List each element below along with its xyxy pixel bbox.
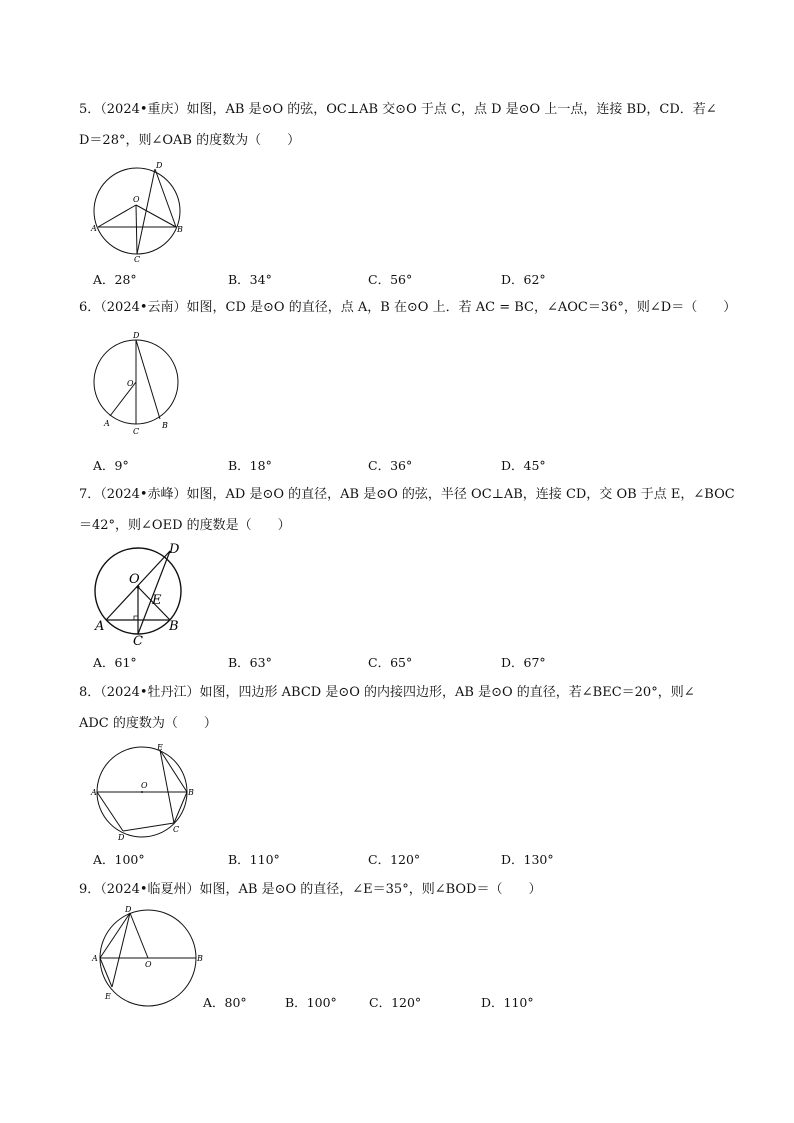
q9-label-e: E xyxy=(105,992,111,1001)
q7-label-d: D xyxy=(169,542,180,557)
q9-label-a: A xyxy=(92,954,98,963)
q7-label-e: E xyxy=(152,593,162,608)
q7-option-b: B．63° xyxy=(228,655,272,670)
q8-option-a: A．100° xyxy=(93,852,145,867)
q7-option-a: A．61° xyxy=(93,655,137,670)
q8-option-c: C．120° xyxy=(368,852,421,867)
q6-label-c: C xyxy=(133,427,140,436)
q7-label-o: O xyxy=(129,572,140,587)
q8-label-a: A xyxy=(91,788,97,797)
q8-label-b: B xyxy=(188,788,194,797)
q8-label-d: D xyxy=(118,833,125,842)
q9-option-c: C．120° xyxy=(369,995,422,1010)
q9-figure xyxy=(90,903,210,1009)
q5-label-a: A xyxy=(91,224,97,233)
q7-label-b: B xyxy=(169,619,179,634)
q9-label-d: D xyxy=(125,905,132,914)
q5-label-b: B xyxy=(177,225,183,234)
q6-label-a: A xyxy=(104,419,110,428)
q6-label-b: B xyxy=(162,421,168,430)
q8-label-e: E xyxy=(157,743,163,752)
q8-label-o: O xyxy=(141,781,148,790)
q5-label-c: C xyxy=(134,255,141,264)
q5-option-b: B．34° xyxy=(228,272,272,287)
q8-stem-line2: ADC 的度数为（ ） xyxy=(79,716,217,731)
q8-figure xyxy=(90,742,202,842)
q6-option-b: B．18° xyxy=(228,458,272,473)
q5-figure xyxy=(90,160,190,264)
q6-figure xyxy=(90,326,190,438)
q7-stem-line1: 7．（2024•赤峰）如图，AD 是⊙O 的直径，AB 是⊙O 的弦，半径 OC⊥AB，连接 CD，交 OB 于点 E，∠BOC xyxy=(79,487,735,502)
q8-option-d: D．130° xyxy=(501,852,554,867)
q7-stem-line2: ＝42°，则∠OED 的度数是（ ） xyxy=(79,518,291,533)
q6-label-d: D xyxy=(133,331,140,340)
q6-option-c: C．36° xyxy=(368,458,413,473)
q6-stem-line1: 6．（2024•云南）如图，CD 是⊙O 的直径，点 A，B 在⊙O 上．若 AC = BC，∠AOC＝36°，则∠D＝（ ） xyxy=(79,300,737,315)
q5-stem-line1: 5．（2024•重庆）如图，AB 是⊙O 的弦，OC⊥AB 交⊙O 于点 C，点 D 是⊙O 上一点，连接 BD，CD．若∠ xyxy=(79,102,717,117)
q8-label-c: C xyxy=(173,825,180,834)
q9-option-b: B．100° xyxy=(285,995,337,1010)
q7-figure xyxy=(92,540,192,649)
q5-option-c: C．56° xyxy=(368,272,413,287)
q5-label-o: O xyxy=(133,195,140,204)
q7-option-c: C．65° xyxy=(368,655,413,670)
q8-option-b: B．110° xyxy=(228,852,280,867)
q9-label-o: O xyxy=(145,960,152,969)
q9-stem-line1: 9．（2024•临夏州）如图，AB 是⊙O 的直径，∠E＝35°，则∠BOD＝（ ） xyxy=(79,882,542,897)
q6-label-o: O xyxy=(127,379,134,388)
q9-option-d: D．110° xyxy=(481,995,534,1010)
q7-option-d: D．67° xyxy=(501,655,546,670)
q5-stem-line2: D＝28°，则∠OAB 的度数为（ ） xyxy=(79,133,301,148)
q5-label-d: D xyxy=(156,161,163,170)
q8-stem-line1: 8．（2024•牡丹江）如图，四边形 ABCD 是⊙O 的内接四边形，AB 是⊙O 的直径，若∠BEC＝20°，则∠ xyxy=(79,685,695,700)
q7-label-c: C xyxy=(133,634,143,649)
q6-option-d: D．45° xyxy=(501,458,546,473)
q9-label-b: B xyxy=(197,954,203,963)
q7-label-a: A xyxy=(95,619,105,634)
q5-option-a: A．28° xyxy=(93,272,137,287)
q5-option-d: D．62° xyxy=(501,272,546,287)
q6-option-a: A．9° xyxy=(93,458,129,473)
q9-option-a: A．80° xyxy=(203,995,247,1010)
